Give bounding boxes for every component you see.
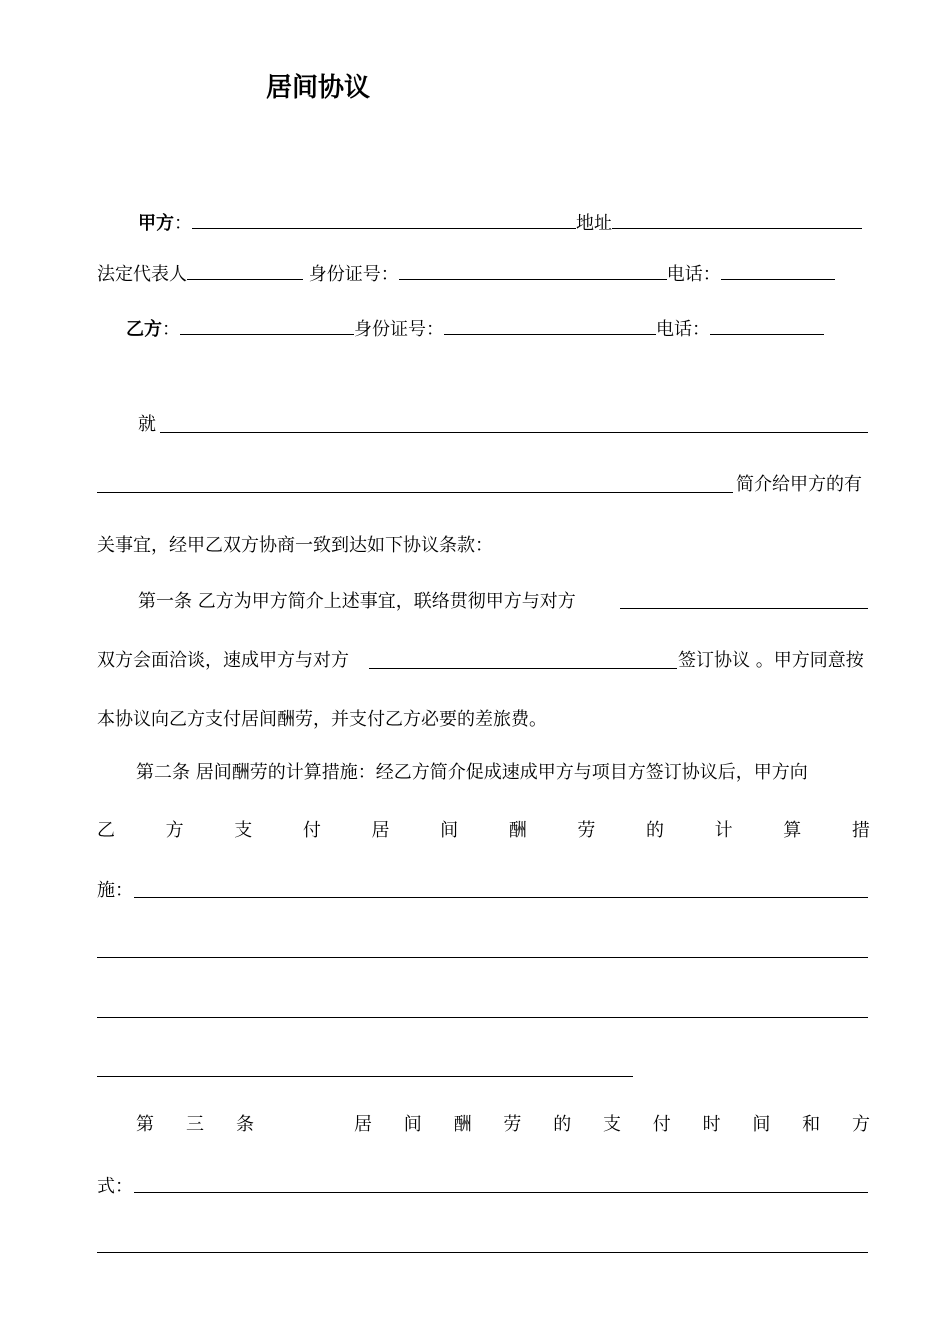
party-b-phone-blank[interactable] bbox=[710, 314, 824, 335]
party-a-address-label: 地址 bbox=[576, 213, 612, 234]
article3-payment-blank-2[interactable] bbox=[97, 1252, 868, 1253]
article3-char: 支 bbox=[602, 1114, 621, 1135]
article2-line-1: 第二条 居间酬劳的计算措施：经乙方简介促成速成甲方与项目方签订协议后，甲方向 bbox=[136, 762, 808, 783]
article2-char: 支 bbox=[234, 820, 253, 841]
article3-char: 间 bbox=[752, 1114, 771, 1135]
article2-char: 的 bbox=[646, 820, 664, 841]
article2-char: 算 bbox=[783, 820, 802, 841]
party-a-line bbox=[138, 208, 862, 237]
article3-heading-left bbox=[136, 1112, 254, 1138]
party-b-label: 乙方 bbox=[126, 319, 162, 340]
article1-counterparty-blank[interactable] bbox=[620, 608, 868, 609]
intro-line-3: 关事宜，经甲乙双方协商一致到达如下协议条款： bbox=[97, 535, 493, 556]
article1-agreement-blank[interactable] bbox=[369, 668, 677, 669]
article1-line-1: 第一条 乙方为甲方简介上述事宜，联络贯彻甲方与对方 bbox=[138, 591, 576, 612]
party-a-label: 甲方 bbox=[138, 213, 174, 234]
article3-heading-right bbox=[354, 1112, 870, 1138]
article1-line-2-end: 签订协议 。甲方同意按 bbox=[678, 650, 864, 671]
article3-char: 居 bbox=[354, 1114, 372, 1135]
article3-char: 条 bbox=[236, 1114, 254, 1135]
party-a-address-blank[interactable] bbox=[612, 208, 862, 229]
legal-rep-phone-label: 电话： bbox=[666, 264, 721, 285]
article2-char: 付 bbox=[302, 820, 321, 841]
article3-char: 方 bbox=[851, 1114, 870, 1135]
intro-end: 简介给甲方的有 bbox=[736, 474, 862, 495]
article3-char: 酬 bbox=[453, 1114, 472, 1135]
article2-char: 措 bbox=[851, 820, 870, 841]
article2-method-blank-1[interactable] bbox=[134, 897, 868, 898]
party-b-id-blank[interactable] bbox=[444, 314, 656, 335]
article2-char: 居 bbox=[371, 820, 390, 841]
article3-char: 三 bbox=[186, 1114, 204, 1135]
article3-char: 间 bbox=[403, 1114, 422, 1135]
legal-rep-name-blank[interactable] bbox=[187, 259, 303, 280]
article3-char: 的 bbox=[553, 1114, 572, 1135]
article2-char: 间 bbox=[440, 820, 459, 841]
article2-char: 乙 bbox=[97, 820, 115, 841]
article2-char: 计 bbox=[714, 820, 733, 841]
party-a-colon: ： bbox=[174, 213, 192, 234]
legal-rep-id-label: 身份证号： bbox=[308, 264, 399, 285]
legal-rep-id-blank[interactable] bbox=[399, 259, 667, 280]
article1-line-3: 本协议向乙方支付居间酬劳，并支付乙方必要的差旅费。 bbox=[97, 709, 547, 730]
legal-rep-line bbox=[97, 259, 835, 288]
party-b-id-label: 身份证号： bbox=[354, 319, 444, 340]
party-a-name-blank[interactable] bbox=[192, 208, 576, 229]
article2-line-3-start: 施： bbox=[97, 880, 133, 901]
article3-line-2-start: 式： bbox=[97, 1176, 133, 1197]
intro-blank-2[interactable] bbox=[97, 492, 733, 493]
legal-rep-label: 法定代表人 bbox=[97, 264, 187, 285]
party-b-line bbox=[126, 314, 824, 343]
party-b-phone-label: 电话： bbox=[656, 319, 710, 340]
article3-char: 时 bbox=[702, 1114, 721, 1135]
article2-char: 酬 bbox=[508, 820, 527, 841]
legal-rep-phone-blank[interactable] bbox=[721, 259, 835, 280]
article3-char: 劳 bbox=[503, 1114, 522, 1135]
article3-char: 付 bbox=[652, 1114, 671, 1135]
article3-char: 第 bbox=[136, 1114, 154, 1135]
article2-spread-line bbox=[97, 818, 870, 844]
document-title: 居间协议 bbox=[266, 73, 371, 103]
article2-char: 劳 bbox=[577, 820, 596, 841]
article3-char: 和 bbox=[802, 1114, 821, 1135]
article3-payment-blank-1[interactable] bbox=[134, 1192, 868, 1193]
intro-start: 就 bbox=[138, 414, 156, 435]
party-b-colon: ： bbox=[162, 319, 180, 340]
article2-char: 方 bbox=[165, 820, 184, 841]
article1-line-2-start: 双方会面洽谈，速成甲方与对方 bbox=[97, 650, 349, 671]
article2-method-blank-4[interactable] bbox=[97, 1076, 633, 1077]
party-b-name-blank[interactable] bbox=[180, 314, 354, 335]
article2-method-blank-3[interactable] bbox=[97, 1017, 868, 1018]
article2-method-blank-2[interactable] bbox=[97, 957, 868, 958]
intro-blank-1[interactable] bbox=[160, 432, 868, 433]
